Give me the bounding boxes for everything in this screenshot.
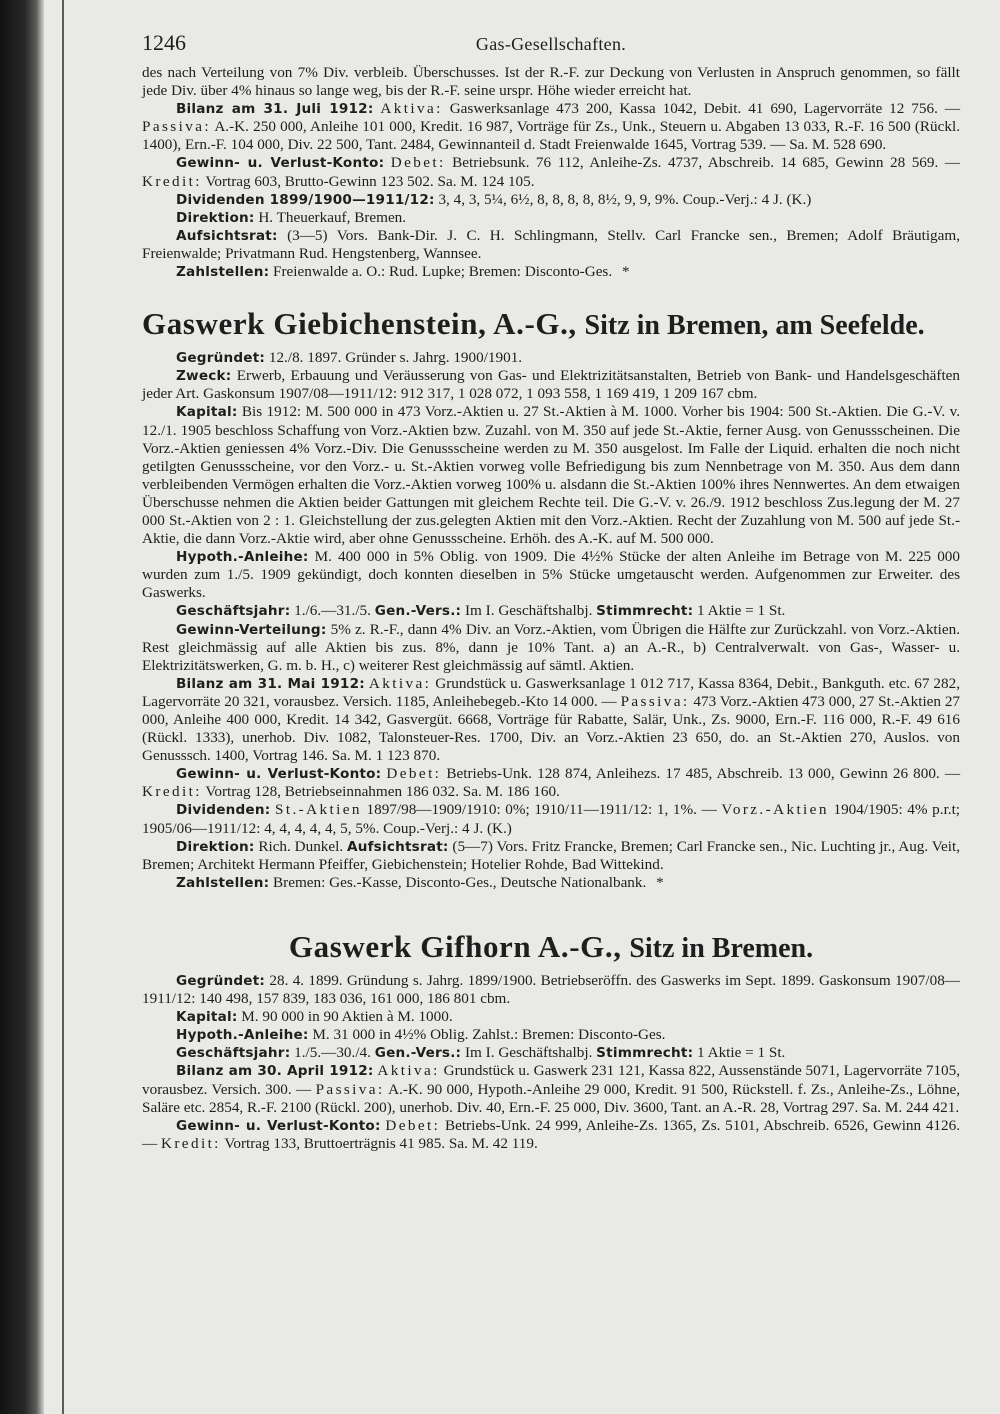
prev-debet-label: Debet:: [390, 154, 446, 172]
prev-bilanz-label: Bilanz am 31. Juli 1912:: [176, 101, 374, 118]
c2-kapital-text: M. 90 000 in 90 Aktien à M. 1000.: [241, 1008, 453, 1026]
c2-gv-text: Im I. Geschäftshalbj.: [465, 1044, 593, 1062]
c2-hypoth: [142, 1026, 960, 1044]
company2-title: [142, 930, 960, 966]
c2-geschaeftsjahr: [142, 1044, 960, 1062]
prev-intro: [142, 64, 960, 100]
c2-debet-label: Debet:: [385, 1116, 441, 1134]
c1-kapital: [142, 403, 960, 548]
prev-direktion-label: Direktion:: [176, 209, 255, 226]
company2-section: [142, 930, 960, 1153]
c2-gv-label: Gen.-Vers.:: [374, 1045, 462, 1062]
c1-geschaeftsjahr: [142, 602, 960, 620]
prev-bilanz: [142, 100, 960, 154]
prev-aktiva-text: Gaswerksanlage 473 200, Kassa 1042, Debit. 41 690, Lagervorräte 12 756. —: [449, 100, 961, 118]
c1-dividenden-st-label: St.-Aktien: [275, 801, 362, 819]
prev-zahlstellen-text: Freienwalde a. O.: Rud. Lupke; Bremen: Disconto-Ges.: [273, 263, 613, 281]
c1-gewinnverteilung: [142, 621, 960, 675]
c1-gegruendet: [142, 349, 960, 367]
c2-geschaeftsjahr-text: 1./5.—30./4.: [294, 1044, 371, 1062]
c1-gv-text: Im I. Geschäftshalbj.: [465, 602, 593, 620]
c2-gegruendet-label: Gegründet:: [176, 972, 266, 989]
prev-zahlstellen: [142, 263, 960, 281]
c1-aktiva-label: Aktiva:: [368, 674, 432, 692]
prev-passiva-text: A.-K. 250 000, Anleihe 101 000, Kredit. 16 987, Vorträge für Zs., Unk., Steuern u. Abgaben 13 033, R.-F. 16 500 (Rückl. 1400), Ern.-F. 104 000, Div. 22 500, Tant. 2484, Gewinnanteil d. Stadt Freienwalde 1645, Vortrag 539. — Sa. M. 528 690.: [142, 118, 960, 154]
c2-guv-label: Gewinn- u. Verlust-Konto:: [176, 1117, 381, 1134]
c2-bilanz: [142, 1062, 960, 1116]
c2-gegruendet: [142, 972, 960, 1008]
company2-name: Gaswerk Gifhorn A.-G.,: [288, 928, 622, 964]
page-number: 1246: [142, 30, 186, 55]
c1-gegruendet-label: Gegründet:: [176, 350, 266, 367]
c1-kapital-label: Kapital:: [176, 404, 238, 421]
prev-aufsichtsrat-text: (3—5) Vors. Bank-Dir. J. C. H. Schlingmann, Stellv. Carl Francke sen., Bremen; Adolf Bräutigam, Freienwalde; Privatmann Rud. Hengstenberg, Wannsee.: [142, 226, 961, 262]
page: [142, 22, 960, 1402]
c2-aktiva-label: Aktiva:: [377, 1062, 440, 1080]
c1-bilanz-label: Bilanz am 31. Mai 1912:: [176, 675, 365, 692]
c2-kapital: [142, 1008, 960, 1026]
prev-end-mark: *: [621, 263, 630, 281]
company1-name: Gaswerk Giebichenstein, A.-G.,: [142, 306, 577, 342]
prev-aktiva-label: Aktiva:: [380, 100, 443, 118]
c2-bilanz-label: Bilanz am 30. April 1912:: [176, 1063, 374, 1080]
prev-intro-text: des nach Verteilung von 7% Div. verbleib. Überschusses. Ist der R.-F. zur Deckung von Verlusten in Anspruch genommen, so fällt jede Div. über 4% hinaus so lange weg, bis der R.-F. seine urspr. Höhe wieder erreicht hat.: [142, 64, 960, 100]
c1-gv-label: Gen.-Vers.:: [374, 603, 462, 620]
c1-stimmrecht-text: 1 Aktie = 1 St.: [697, 602, 786, 620]
prev-zahlstellen-label: Zahlstellen:: [176, 264, 270, 281]
running-head: Gas-Gesellschaften.: [475, 34, 627, 54]
prev-debet-text: Betriebsunk. 76 112, Anleihe-Zs. 4737, Abschreib. 14 685, Gewinn 28 569. —: [452, 154, 960, 172]
c1-direktion-label: Direktion:: [176, 838, 255, 855]
c1-geschaeftsjahr-text: 1./6.—31./5.: [294, 602, 371, 620]
company1-title: [142, 307, 960, 343]
c1-zweck-label: Zweck:: [176, 368, 232, 385]
c1-end-mark: *: [656, 873, 664, 891]
c1-kapital-text: Bis 1912: M. 500 000 in 473 Vorz.-Aktien u. 27 St.-Aktien à M. 1000. Vorher bis 1904: 500 St.-Aktien. Die G.-V. v. 12./1. 1905 beschloss Schaffung von Vorz.-Aktien bzw. Zuzahl. von M. 350 auf jede St.-Aktie, ferner Ausg. von Genussscheinen. Die Vorz.-Aktien geniessen 4% Vorz.-Div. Die Genussscheine werden zu M. 350 ausgelost. Im Falle der Liquid. erhalten die noch nicht getilgten Genussscheine, vor den Vorz.- u. St.-Aktien vorweg volle Befriedigung bis zum Nennbetrage von M. 350. Aus dem dann verbleibenden Vermögen erhalten die Vorz.-Aktien vorweg 100% u. alsdann die St.-Aktien 100% ihres Nennwertes. An dem etwaigen Überschusse nehmen die Aktien beider Gattungen mit gleichem Rechte teil. Die G.-V. v. 26./9. 1912 beschloss Zus.legung der M. 27 000 St.-Aktien von 2 : 1. Gleichstellung der zus.gelegten Aktien mit den Vorz.-Aktien. Recht der Zuzahlung von M. 500 auf jede St.-Aktie, die dann Vorz.-Aktie wird, aber ohne Genussscheine. Erhöh. des A.-K. auf M. 500 000.: [142, 403, 960, 548]
c1-hypoth-text: M. 400 000 in 5% Oblig. von 1909. Die 4½% Stücke der alten Anleihe im Betrage von M. 225 000 wurden zum 1./5. 1909 gekündigt, doch konnten dieselben in 5% Stücke umgetauscht werden. Aufgenommen zur Erweiter. des Gaswerks.: [142, 548, 960, 602]
c1-guv: [142, 765, 960, 801]
c1-kredit-label: Kredit:: [142, 783, 202, 801]
prev-dividenden-label: Dividenden 1899/1900—1911/12:: [176, 191, 435, 208]
prev-passiva-label: Passiva:: [142, 118, 211, 136]
c1-gewinnverteilung-text: 5% z. R.-F., dann 4% Div. an Vorz.-Aktien, vom Übrigen die Hälfte zur Zurückzahl. von Vorz.-Aktien. Rest gleichmässig auf alle Aktien bis zus. 8%, dann je 10% Tant. a) an A.-R., b) Centralverwalt. von Gas-, Wasser- u. Elektrizitätswerken, G. m. b. H., c) weiterer Rest gleichmässig auf sämtl. Aktien.: [142, 620, 961, 674]
c1-kredit-text: Vortrag 128, Betriebseinnahmen 186 032. Sa. M. 186 160.: [205, 783, 560, 801]
c2-hypoth-text: M. 31 000 in 4½% Oblig. Zahlst.: Bremen: Disconto-Ges.: [312, 1026, 666, 1044]
c1-aktiva-text: Grundstück u. Gaswerksanlage 1 012 717, Kassa 8364, Debit., Bankguth. etc. 67 282, Lagervorräte 20 321, vorausbez. Versich. 1185, Anleihebegeb.-Kto 14 000. —: [142, 674, 960, 710]
c1-dividenden-vorz-label: Vorz.-Aktien: [721, 801, 829, 819]
scan-vertical-rule: [62, 0, 64, 1414]
prev-aufsichtsrat: [142, 227, 960, 263]
company1-section: [142, 307, 960, 892]
prev-direktion-text: H. Theuerkauf, Bremen.: [258, 208, 407, 226]
prev-dividenden-text: 3, 4, 3, 5¼, 6½, 8, 8, 8, 8, 8½, 9, 9, 9%. Coup.-Verj.: 4 J. (K.): [438, 190, 812, 208]
c1-zahlstellen-text: Bremen: Ges.-Kasse, Disconto-Ges., Deutsche Nationalbank.: [273, 873, 647, 891]
c1-stimmrecht-label: Stimmrecht:: [596, 603, 694, 620]
c1-aufsichtsrat-text: (5—7) Vors. Fritz Francke, Bremen; Carl Francke sen., Nic. Luchting jr., Aug. Veit, Bremen; Architekt Hermann Pfeiffer, Giebichenstein; Hotelier Rohde, Bad Wittekind.: [142, 837, 960, 873]
scan-dark-margin: [0, 0, 44, 1414]
c1-debet-label: Debet:: [386, 765, 442, 783]
c2-guv: [142, 1117, 960, 1153]
c1-dividenden-label: Dividenden:: [176, 802, 271, 819]
prev-kredit-label: Kredit:: [142, 172, 202, 190]
c1-debet-text: Betriebs-Unk. 128 874, Anleihezs. 17 485, Abschreib. 13 000, Gewinn 26 800. —: [446, 765, 961, 783]
c2-aktiva-text: Grundstück u. Gaswerk 231 121, Kassa 822, Aussenstände 5071, Lagervorräte 7105, vorausbez. Versich. 300. —: [142, 1062, 961, 1098]
company2-sitz: Sitz in Bremen.: [629, 932, 814, 964]
c1-zahlstellen-label: Zahlstellen:: [176, 874, 270, 891]
prev-guv-label: Gewinn- u. Verlust-Konto:: [176, 155, 385, 172]
c1-bilanz: [142, 675, 960, 765]
c1-zweck-text: Erwerb, Erbauung und Veräusserung von Gas- und Elektrizitätsanstalten, Betrieb von Bank- und Handelsgeschäften jeder Art. Gaskonsum 1907/08—1911/12: 912 317, 1 028 072, 1 093 558, 1 169 419, 1 209 167 cbm.: [142, 367, 961, 403]
c2-passiva-label: Passiva:: [315, 1080, 385, 1098]
c2-geschaeftsjahr-label: Geschäftsjahr:: [176, 1045, 291, 1062]
c1-aufsichtsrat-label: Aufsichtsrat:: [346, 838, 449, 855]
c2-stimmrecht-text: 1 Aktie = 1 St.: [697, 1044, 786, 1062]
c1-dividenden-text: 1897/98—1909/1910: 0%; 1910/11—1911/12: 1, 1%. —: [366, 801, 717, 819]
c2-stimmrecht-label: Stimmrecht:: [596, 1045, 694, 1062]
c1-hypoth: [142, 548, 960, 602]
c2-passiva-text: A.-K. 90 000, Hypoth.-Anleihe 29 000, Kredit. 91 500, Rückstell. f. Zs., Anleihe-Zs., Löhne, Saläre etc. 2854, R.-F. 2100 (Rückl. 200), unerhob. Div. 40, Ern.-F. 25 000, Div. 3600, Tant. an A.-R. 28, Vortrag 297. Sa. M. 244 421.: [142, 1080, 960, 1116]
prev-direktion: [142, 209, 960, 227]
c1-hypoth-label: Hypoth.-Anleihe:: [176, 549, 309, 566]
c2-kredit-label: Kredit:: [160, 1134, 221, 1152]
prev-aufsichtsrat-label: Aufsichtsrat:: [176, 227, 278, 244]
c2-debet-text: Betriebs-Unk. 24 999, Anleihe-Zs. 1365, Zs. 5101, Abschreib. 6526, Gewinn 4126. —: [142, 1116, 961, 1152]
page-header: [142, 22, 960, 64]
c1-gegruendet-text: 12./8. 1897. Gründer s. Jahrg. 1900/1901.: [268, 349, 523, 367]
company1-sitz: Sitz in Bremen, am Seefelde.: [584, 310, 925, 342]
c1-dividenden-text2: 1904/1905: 4% p.r.t; 1905/06—1911/12: 4, 4, 4, 4, 4, 5, 5%. Coup.-Verj.: 4 J. (K.): [142, 801, 961, 837]
c1-zweck: [142, 367, 960, 403]
c2-hypoth-label: Hypoth.-Anleihe:: [176, 1027, 309, 1044]
prev-guv: [142, 154, 960, 190]
c2-kredit-text: Vortrag 133, Bruttoerträgnis 41 985. Sa. M. 42 119.: [224, 1134, 538, 1152]
c2-gegruendet-text: 28. 4. 1899. Gründung s. Jahrg. 1899/1900. Betriebseröffn. des Gaswerks im Sept. 1899. Gaskonsum 1907/08—1911/12: 140 498, 157 839, 183 036, 161 000, 186 801 cbm.: [142, 971, 960, 1008]
c1-guv-label: Gewinn- u. Verlust-Konto:: [176, 766, 382, 783]
c2-kapital-label: Kapital:: [176, 1009, 238, 1026]
c1-gewinnverteilung-label: Gewinn-Verteilung:: [176, 621, 327, 638]
prev-dividenden: [142, 191, 960, 209]
c1-direktion: [142, 838, 960, 874]
c1-zahlstellen: [142, 874, 960, 892]
c1-dividenden: [142, 801, 960, 837]
prev-company-section: [142, 64, 960, 281]
c1-passiva-text: 473 Vorz.-Aktien 473 000, 27 St.-Aktien 27 000, Anleihe 400 000, Kredit. 14 342, Gasvergüt. 6668, Vorträge für Rabatte, Salär, Unk., Zs. 9000, Ern.-F. 116 000, R.-F. 49 616 (Rückl. 1333), unerhob. Div. 1082, Talonsteuer-Res. 1700, Div. an Vorz.-Aktien 23 650, do. an St.-Aktien 270, Auslos. von Genusssch. 1400, Vortrag 146. Sa. M. 1 123 870.: [142, 692, 961, 765]
c1-geschaeftsjahr-label: Geschäftsjahr:: [176, 603, 291, 620]
c1-passiva-label: Passiva:: [620, 692, 690, 710]
c1-direktion-text: Rich. Dunkel.: [258, 837, 344, 855]
prev-kredit-text: Vortrag 603, Brutto-Gewinn 123 502. Sa. M. 124 105.: [205, 172, 535, 190]
